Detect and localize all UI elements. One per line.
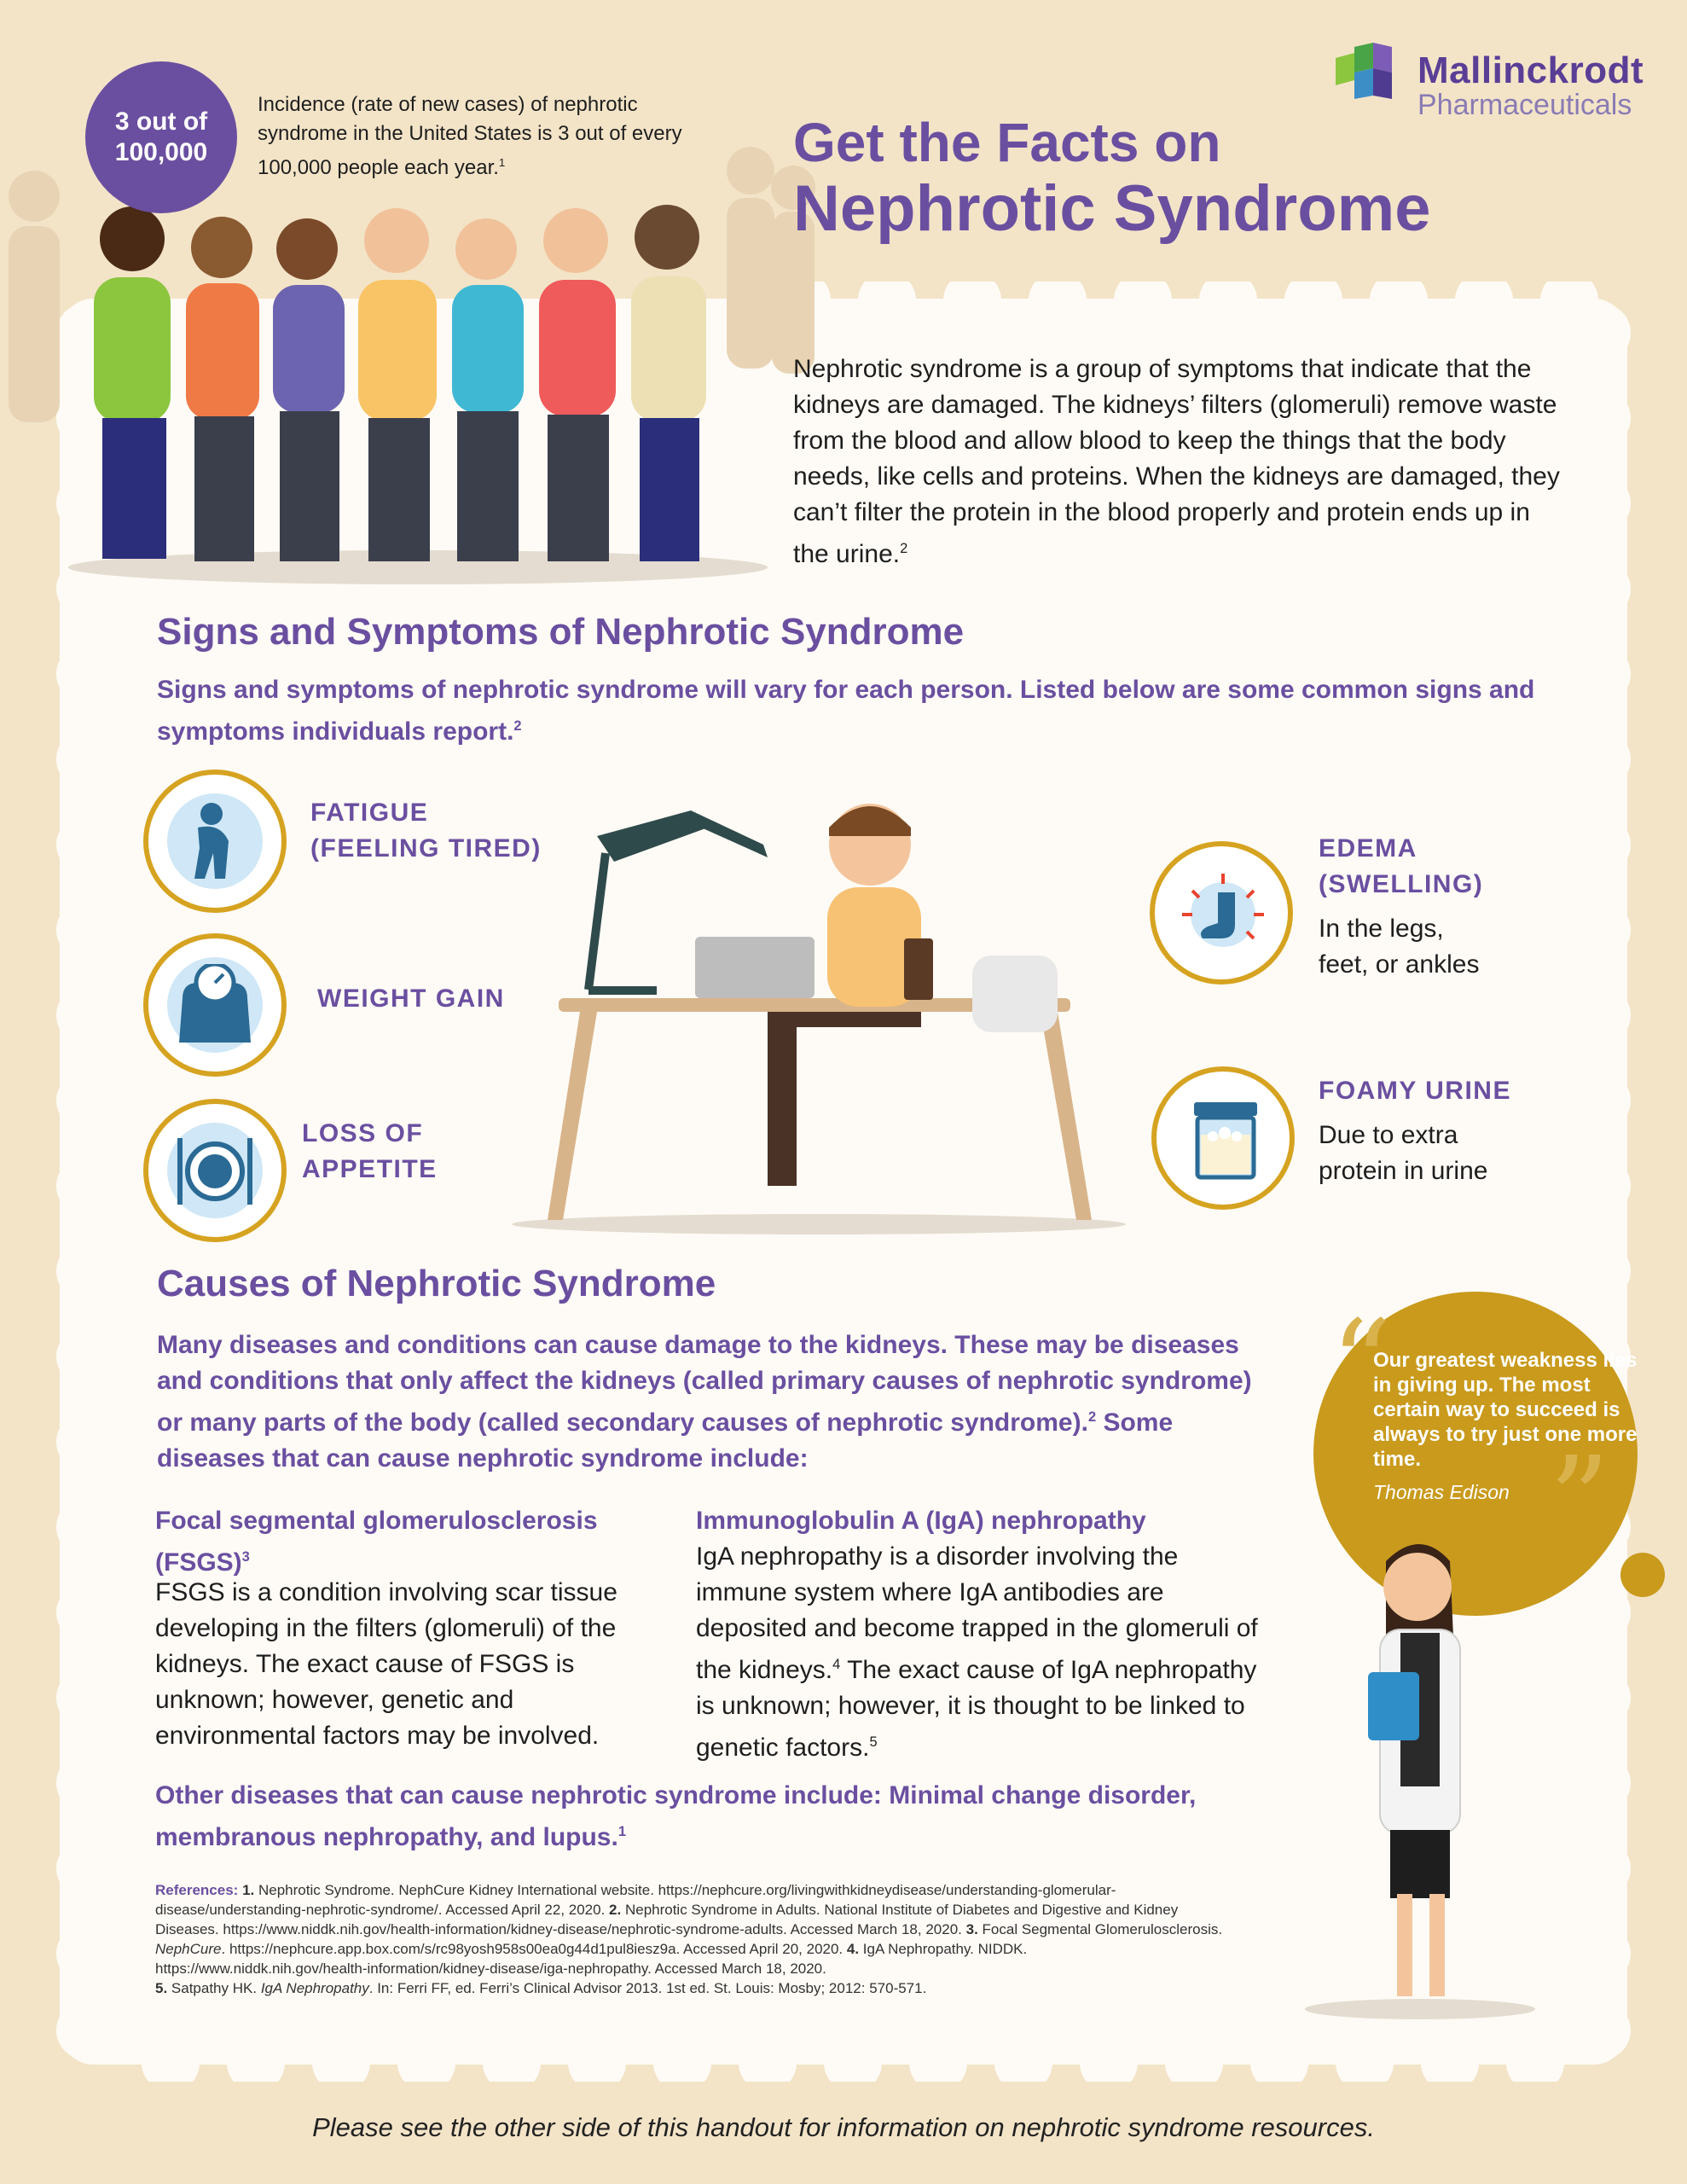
causes-lead-text: Many diseases and conditions can cause damage to the kidneys. These may be diseases and conditions that only affect the kidneys (called primary causes of nephrotic syndrome) or many parts of the body (called secondary causes of nephrotic syndrome). — [157, 1331, 1252, 1437]
foamy-desc-1: Due to extra — [1319, 1121, 1458, 1149]
open-quote-icon: “ — [1330, 1295, 1392, 1434]
stat-badge-line1: 3 out of — [114, 107, 208, 136]
close-quote-icon: ” — [1549, 1432, 1610, 1571]
signs-lead — [157, 672, 1539, 750]
iga-title: Immunoglobulin A (IgA) nephropathy — [696, 1507, 1146, 1535]
quote-text: Our greatest weakness lies in giving up. The most certain way to succeed is always to try just one more time. — [1373, 1349, 1638, 1471]
doctor-illustration — [1305, 1527, 1535, 2022]
specimen-cup-icon — [1187, 1097, 1264, 1182]
intro-text: Nephrotic syndrome is a group of symptoms that indicate that the kidneys are damaged. The kidneys’ filters (glomeruli) remove waste from the blood and allow blood to keep the things that the body needs, like cells and proteins. When the kidneys are damaged, they can’t filter the protein in the blood properly and protein ends up in the urine. — [793, 355, 1560, 568]
references-label: References: — [155, 1882, 239, 1898]
ref-number: 1. — [242, 1882, 255, 1898]
incidence-stat-badge — [85, 61, 237, 213]
signs-lead-text: Signs and symptoms of nephrotic syndrome will vary for each person. Listed below are some common signs and symptoms individuals report. — [157, 676, 1535, 746]
footnote-ref: 2 — [900, 541, 908, 556]
ref-number: 3. — [965, 1921, 978, 1937]
appetite-label-1: LOSS OF — [302, 1119, 424, 1147]
other-causes-text: Other diseases that can cause nephrotic syndrome include: Minimal change disorder, membranous nephropathy, and lupus. — [155, 1781, 1197, 1851]
reference-1: Nephrotic Syndrome. NephCure Kidney International website. https://nephcure.org/livingwithkidneydisease/understanding-glomerular-disease/understanding-nephrotic-syndrome/. Accessed April 22, 2020. — [155, 1882, 1116, 1918]
footer-note: Please see the other side of this handout for information on nephrotic syndrome resources. — [312, 2112, 1375, 2142]
symptom-fatigue — [310, 795, 542, 867]
quote-author: Thomas Edison — [1373, 1481, 1510, 1503]
diverse-people-illustration — [60, 188, 776, 589]
fsgs-body: FSGS is a condition involving scar tissue developing in the filters (glomeruli) of the kidneys. The exact cause of FSGS is unknown; however, genetic and environmental factors may be involved. — [155, 1578, 617, 1750]
footnote-ref: 2 — [1087, 1409, 1097, 1425]
edema-desc-1: In the legs, — [1319, 915, 1444, 943]
symptom-edema — [1319, 831, 1483, 903]
loss-of-appetite-icon-ring — [143, 1099, 287, 1242]
fsgs-title-text: Focal segmental glomerulosclerosis (FSGS) — [155, 1507, 598, 1577]
reference-3-source: NephCure — [155, 1941, 222, 1957]
incidence-stat-text — [258, 90, 701, 183]
edema-label-1: EDEMA — [1319, 834, 1417, 863]
reference-2: Nephrotic Syndrome in Adults. National Institute of Diabetes and Digestive and Kidney Diseases. https://www.niddk.nih.gov/health-information/kidney-disease/nephrotic-syndrome-adults. Accessed March 18, 2020. — [155, 1902, 1179, 1937]
brand-subtitle: Pharmaceuticals — [1417, 89, 1632, 121]
symptom-foamy-urine: FOAMY URINE — [1319, 1077, 1511, 1105]
ref-number: 5. — [155, 1980, 168, 1996]
iga-body — [696, 1539, 1259, 1766]
edema-desc-2: feet, or ankles — [1319, 950, 1480, 979]
quote-bubble-tail — [1620, 1553, 1665, 1597]
footnote-ref: 1 — [617, 1824, 627, 1839]
title-line2: Nephrotic Syndrome — [793, 172, 1431, 245]
symptom-loss-of-appetite — [302, 1116, 438, 1188]
ref-number: 2. — [609, 1902, 622, 1918]
reference-3-rest: . https://nephcure.app.box.com/s/rc98yosh958s00ea0g44d1pul8iesz9a. Accessed April 20, 2020. — [221, 1941, 847, 1957]
foamy-desc-2: protein in urine — [1319, 1157, 1488, 1185]
ref-number: 4. — [846, 1941, 860, 1957]
stat-badge-line2: 100,000 — [114, 138, 208, 166]
fsgs-title — [155, 1503, 633, 1581]
footnote-ref: 3 — [241, 1549, 250, 1565]
title-line1: Get the Facts on — [793, 112, 1221, 173]
edema-label-2: (SWELLING) — [1319, 870, 1484, 898]
references — [155, 1880, 1238, 1998]
iga-body-text: IgA nephropathy is a disorder involving the immune system where IgA antibodies are deposited and become trapped in the glomeruli of the kidneys. — [696, 1542, 1258, 1684]
fatigue-label-1: FATIGUE — [310, 799, 429, 827]
stat-text-body: Incidence (rate of new cases) of nephrotic syndrome in the United States is 3 out of every 100,000 people each year. — [258, 93, 682, 179]
tired-person-icon — [186, 800, 246, 882]
intro-paragraph — [793, 351, 1561, 572]
fatigue-icon-ring — [143, 770, 287, 913]
fatigue-label-2: (FEELING TIRED) — [310, 834, 542, 863]
reference-3: Focal Segmental Glomerulosclerosis. — [977, 1921, 1223, 1937]
appetite-label-2: APPETITE — [302, 1155, 438, 1183]
reference-4: IgA Nephropathy. NIDDK. https://www.niddk.nih.gov/health-information/kidney-disease/iga-nephropathy. Accessed March 18, 2020. — [155, 1941, 1028, 1977]
weight-gain-icon-ring — [143, 933, 287, 1077]
scale-icon — [176, 964, 254, 1046]
footnote-ref: 2 — [513, 718, 522, 734]
reference-5-rest: . In: Ferri FF, ed. Ferri’s Clinical Advisor 2013. 1st ed. St. Louis: Mosby; 2012: 570-571. — [368, 1980, 927, 1996]
mallinckrodt-logo-icon — [1336, 43, 1411, 102]
foamy-urine-icon-ring — [1151, 1066, 1295, 1210]
page-title — [793, 109, 1431, 245]
causes-heading: Causes of Nephrotic Syndrome — [157, 1263, 716, 1304]
signs-heading: Signs and Symptoms of Nephrotic Syndrome — [157, 611, 965, 653]
footnote-ref: 1 — [498, 156, 506, 169]
man-at-desk-illustration — [512, 793, 1126, 1237]
iga-body-text-2: The exact cause of IgA nephropathy is unknown; however, it is thought to be linked to genetic factors. — [696, 1656, 1257, 1762]
causes-lead-text-2: Some diseases that can cause nephrotic syndrome include: — [157, 1409, 1174, 1472]
plate-and-cutlery-icon — [172, 1135, 258, 1208]
causes-lead — [157, 1327, 1274, 1477]
swollen-foot-icon — [1180, 872, 1266, 957]
reference-5-title: IgA Nephropathy — [260, 1980, 369, 1996]
edema-description — [1319, 911, 1479, 983]
edema-icon-ring — [1150, 841, 1293, 985]
reference-5: Satpathy HK. — [167, 1980, 261, 1996]
brand-name: Mallinckrodt — [1417, 49, 1644, 91]
foamy-urine-description — [1319, 1118, 1487, 1189]
footnote-ref: 5 — [869, 1734, 878, 1750]
footnote-ref: 4 — [832, 1657, 841, 1672]
other-causes — [155, 1778, 1298, 1856]
symptom-weight-gain: WEIGHT GAIN — [317, 985, 505, 1013]
